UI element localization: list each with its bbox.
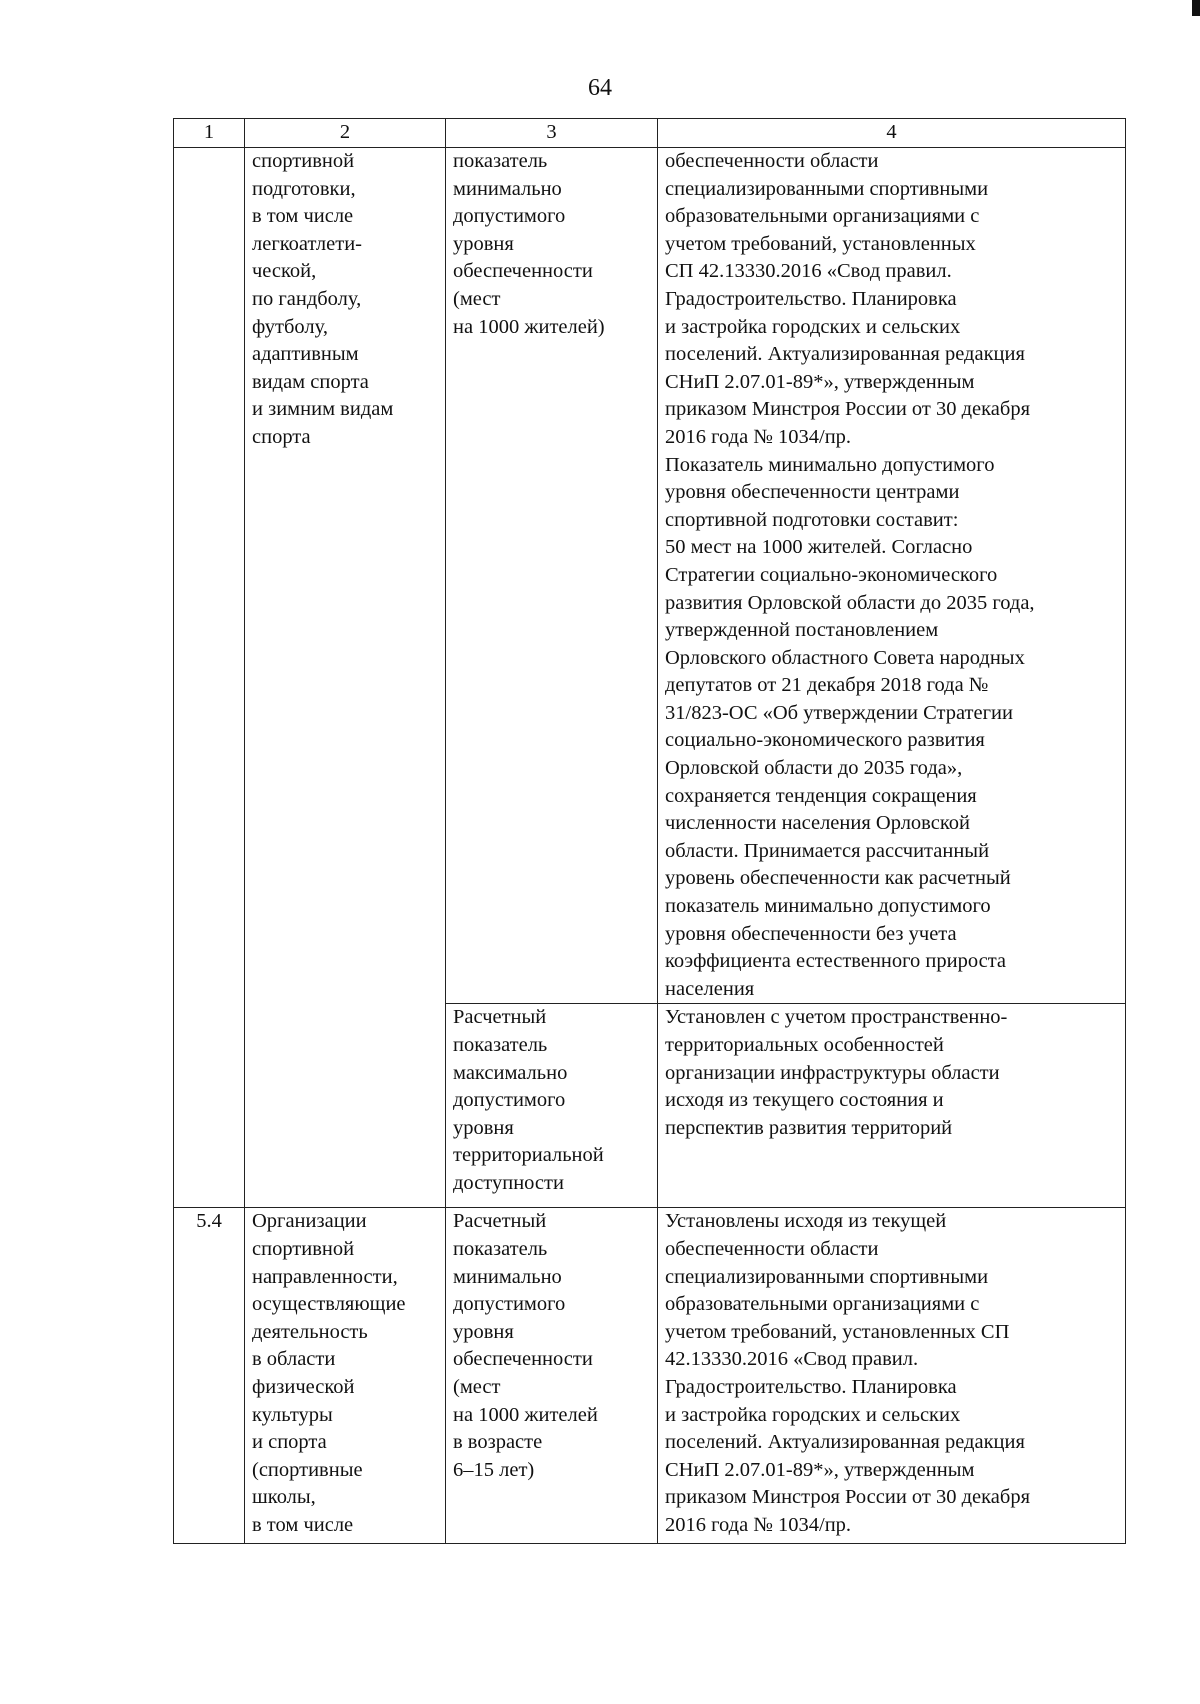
object-name-cell: Организации спортивной направленности, осуществляющие деятельность в области физической культуры и спорта (спортивные школы, в том числе [245, 1208, 446, 1544]
row-number-cell [174, 148, 245, 1208]
column-header-3: 3 [446, 119, 658, 148]
document-table [173, 118, 1126, 1544]
row-number-cell: 5.4 [174, 1208, 245, 1544]
justification-cell: Установлен с учетом пространственно- территориальных особенностей организации инфраструктуры области исходя из текущего состояния и перспектив развития территорий [658, 1004, 1126, 1208]
justification-cell: обеспеченности области специализированными спортивными образовательными организациями с учетом требований, установленных СП 42.13330.2016 «Свод правил. Градостроительство. Планировка и застройка городских и сельских поселений. Актуализированная редакция СНиП 2.07.01-89*», утвержденным приказом Минстроя России от 30 декабря 2016 года № 1034/пр. Показатель минимально допустимого уровня обеспеченности центрами спортивной подготовки составит: 50 мест на 1000 жителей. Согласно Стратегии социально-экономического развития Орловской области до 2035 года, утвержденной постановлением Орловского областного Совета народных депутатов от 21 декабря 2018 года № 31/823-ОС «Об утверждении Стратегии социально-экономического развития Орловской области до 2035 года», сохраняется тенденция сокращения численности населения Орловской области. Принимается рассчитанный уровень обеспеченности как расчетный показатель минимально допустимого уровня обеспеченности без учета коэффициента естественного прироста населения [658, 148, 1126, 1004]
indicator-cell: Расчетный показатель минимально допустимого уровня обеспеченности (мест на 1000 жителей в возрасте 6–15 лет) [446, 1208, 658, 1544]
table-row [174, 148, 1126, 1004]
indicator-cell: показатель минимально допустимого уровня обеспеченности (мест на 1000 жителей) [446, 148, 658, 1004]
object-name-cell: спортивной подготовки, в том числе легкоатлети- ческой, по гандболу, футболу, адаптивным видам спорта и зимним видам спорта [245, 148, 446, 1208]
column-header-1: 1 [174, 119, 245, 148]
page-number: 64 [588, 75, 612, 101]
table-row [174, 1208, 1126, 1544]
table-header-row [174, 119, 1126, 148]
scan-mark [1192, 0, 1200, 16]
justification-cell: Установлены исходя из текущей обеспеченности области специализированными спортивными образовательными организациями с учетом требований, установленных СП 42.13330.2016 «Свод правил. Градостроительство. Планировка и застройка городских и сельских поселений. Актуализированная редакция СНиП 2.07.01-89*», утвержденным приказом Минстроя России от 30 декабря 2016 года № 1034/пр. [658, 1208, 1126, 1544]
column-header-2: 2 [245, 119, 446, 148]
indicator-cell: Расчетный показатель максимально допустимого уровня территориальной доступности [446, 1004, 658, 1208]
column-header-4: 4 [658, 119, 1126, 148]
